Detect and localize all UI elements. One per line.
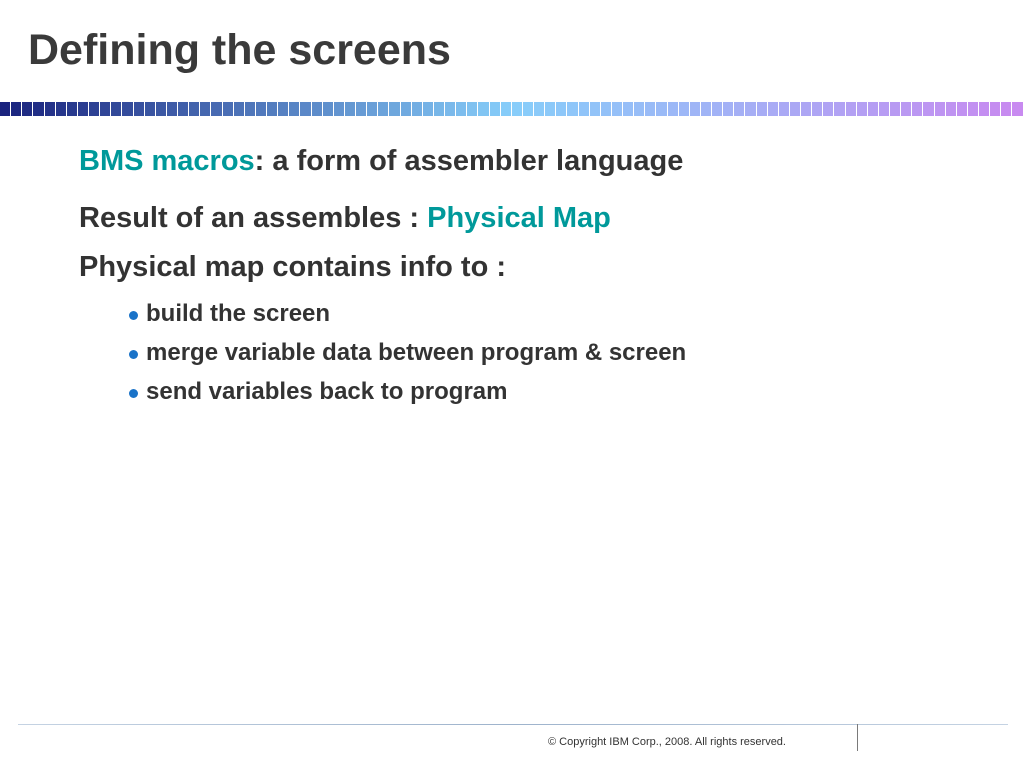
title-bar-segment — [267, 102, 278, 116]
title-bar-segment — [701, 102, 712, 116]
title-bar-segment — [879, 102, 890, 116]
title-bar-segment — [501, 102, 512, 116]
title-bar-segment — [723, 102, 734, 116]
title-bar-segment — [334, 102, 345, 116]
title-bar-segment — [534, 102, 545, 116]
title-bar-segment — [211, 102, 222, 116]
title-bar-segment — [757, 102, 768, 116]
accent-text: BMS macros — [79, 145, 255, 177]
title-bar-segment — [389, 102, 400, 116]
title-bar-segment — [312, 102, 323, 116]
title-bar-segment — [567, 102, 578, 116]
title-bar-segment — [478, 102, 489, 116]
title-bar-segment — [456, 102, 467, 116]
title-bar-segment — [890, 102, 901, 116]
title-bar-segment — [323, 102, 334, 116]
title-bar-segment — [579, 102, 590, 116]
title-bar-segment — [512, 102, 523, 116]
plain-text: Result of an assembles : — [79, 202, 428, 234]
title-bar-segment — [412, 102, 423, 116]
title-bar-segment — [367, 102, 378, 116]
title-bar-segment — [289, 102, 300, 116]
title-bar-segment — [234, 102, 245, 116]
list-item-text: build the screen — [146, 300, 331, 328]
title-bar-segment — [779, 102, 790, 116]
title-bar-segment — [122, 102, 133, 116]
sub-bullet-list — [129, 295, 686, 412]
title-bar-segment — [901, 102, 912, 116]
title-bar-segment — [189, 102, 200, 116]
title-bar-segment — [690, 102, 701, 116]
title-bar-segment — [712, 102, 723, 116]
title-bar-segment — [445, 102, 456, 116]
title-bar-segment — [434, 102, 445, 116]
content-line-bms-macros — [79, 144, 683, 179]
title-bar-segment — [834, 102, 845, 116]
footer-tick-mark — [857, 724, 858, 751]
title-bar-segment — [679, 102, 690, 116]
title-bar-segment — [990, 102, 1001, 116]
title-bar-segment — [278, 102, 289, 116]
title-bar-segment — [868, 102, 879, 116]
title-bar-segment — [623, 102, 634, 116]
title-bar-segment — [645, 102, 656, 116]
title-bar-segment — [467, 102, 478, 116]
title-bar-segment — [734, 102, 745, 116]
title-bar-segment — [22, 102, 33, 116]
plain-text: : a form of assembler language — [254, 145, 684, 177]
list-item-text: send variables back to program — [146, 378, 508, 406]
title-bar-segment — [0, 102, 11, 116]
title-bar-segment — [745, 102, 756, 116]
title-bar-segment — [223, 102, 234, 116]
bullet-dot-icon — [129, 350, 138, 359]
slide-title: Defining the screens — [28, 26, 451, 74]
title-bar-segment — [790, 102, 801, 116]
bullet-dot-icon — [129, 389, 138, 398]
title-bar-segment — [846, 102, 857, 116]
title-divider-bar — [0, 102, 1024, 116]
copyright-notice: © Copyright IBM Corp., 2008. All rights reserved. — [548, 736, 786, 748]
title-bar-segment — [812, 102, 823, 116]
title-bar-segment — [11, 102, 22, 116]
title-bar-segment — [67, 102, 78, 116]
footer-divider — [18, 724, 1008, 725]
title-bar-segment — [556, 102, 567, 116]
title-bar-segment — [401, 102, 412, 116]
list-item — [129, 295, 686, 334]
bullet-dot-icon — [129, 311, 138, 320]
title-bar-segment — [823, 102, 834, 116]
title-bar-segment — [356, 102, 367, 116]
plain-text: Physical map contains info to : — [79, 251, 507, 283]
title-bar-segment — [256, 102, 267, 116]
title-bar-segment — [100, 102, 111, 116]
title-bar-segment — [200, 102, 211, 116]
list-item — [129, 334, 686, 373]
title-bar-segment — [300, 102, 311, 116]
title-bar-segment — [768, 102, 779, 116]
title-bar-segment — [134, 102, 145, 116]
title-bar-segment — [668, 102, 679, 116]
title-bar-segment — [56, 102, 67, 116]
title-bar-segment — [378, 102, 389, 116]
title-bar-segment — [935, 102, 946, 116]
title-bar-segment — [1012, 102, 1023, 116]
title-bar-segment — [490, 102, 501, 116]
title-bar-segment — [923, 102, 934, 116]
title-bar-segment — [167, 102, 178, 116]
title-bar-segment — [912, 102, 923, 116]
content-line-physical-map — [79, 250, 506, 285]
list-item — [129, 373, 686, 412]
content-line-result — [79, 201, 611, 236]
title-bar-segment — [545, 102, 556, 116]
title-bar-segment — [1001, 102, 1012, 116]
title-bar-segment — [89, 102, 100, 116]
title-bar-segment — [33, 102, 44, 116]
title-bar-segment — [156, 102, 167, 116]
title-bar-segment — [523, 102, 534, 116]
title-bar-segment — [957, 102, 968, 116]
title-bar-segment — [656, 102, 667, 116]
title-bar-segment — [979, 102, 990, 116]
title-bar-segment — [634, 102, 645, 116]
title-bar-segment — [145, 102, 156, 116]
accent-text: Physical Map — [427, 202, 611, 234]
title-bar-segment — [590, 102, 601, 116]
title-bar-segment — [612, 102, 623, 116]
title-bar-segment — [245, 102, 256, 116]
title-bar-segment — [111, 102, 122, 116]
title-bar-segment — [946, 102, 957, 116]
title-bar-segment — [178, 102, 189, 116]
title-bar-segment — [601, 102, 612, 116]
title-bar-segment — [857, 102, 868, 116]
list-item-text: merge variable data between program & screen — [146, 339, 687, 367]
title-bar-segment — [801, 102, 812, 116]
title-bar-segment — [968, 102, 979, 116]
title-bar-segment — [345, 102, 356, 116]
title-bar-segment — [423, 102, 434, 116]
title-bar-segment — [45, 102, 56, 116]
title-bar-segment — [78, 102, 89, 116]
